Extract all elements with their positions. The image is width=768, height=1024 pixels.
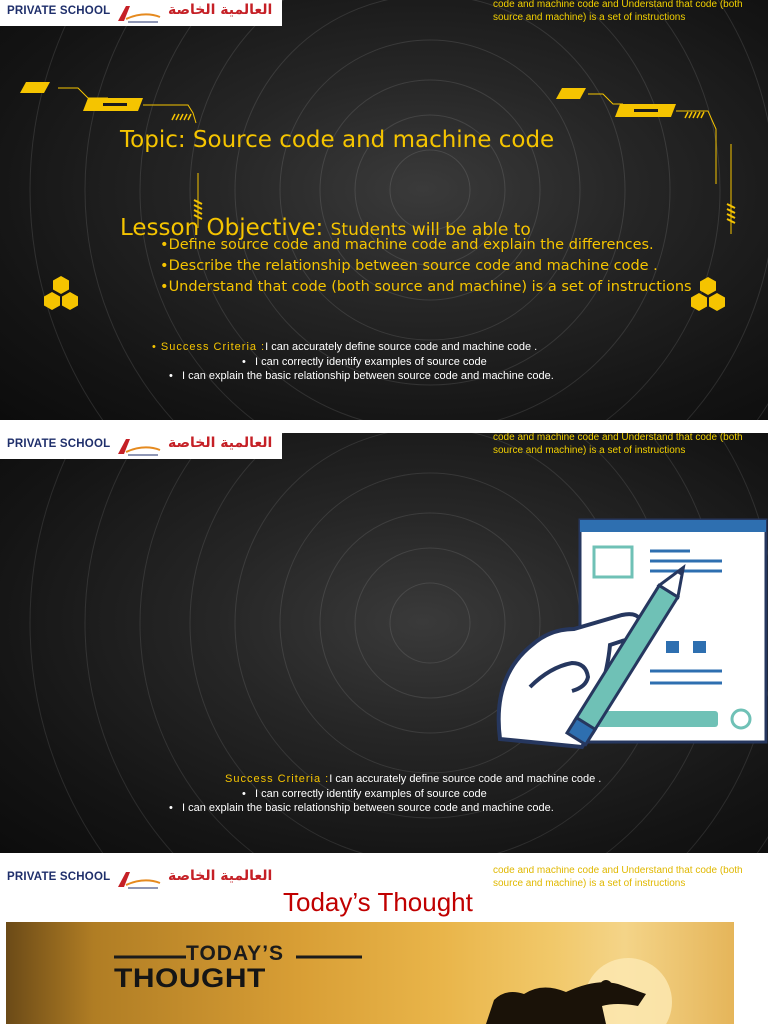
school-emblem-icon: [116, 869, 162, 889]
school-logo: [0, 0, 282, 26]
slide-2: [0, 433, 768, 853]
lesson-objective-label: Lesson Objective:: [120, 215, 324, 241]
circuit-decoration-right: [548, 84, 748, 234]
objective-item: •Describe the relationship between source code and machine code .: [160, 258, 658, 274]
school-name-arabic: العالمية الخاصة: [168, 435, 273, 451]
todays-thought-title: Today’s Thought: [283, 887, 473, 917]
school-name-arabic: العالمية الخاصة: [168, 2, 273, 18]
slide-1: [0, 0, 768, 420]
school-name: PRIVATE SCHOOL: [7, 438, 111, 450]
school-logo: [0, 433, 282, 459]
success-criteria-item: • I can correctly identify examples of source code: [242, 788, 487, 800]
circuit-decoration-left: [18, 78, 218, 228]
school-emblem-icon: [116, 3, 162, 23]
todays-thought-image-line-1: TODAY’S: [186, 942, 285, 965]
school-name: PRIVATE SCHOOL: [7, 5, 111, 17]
lesson-objective-subtitle: Students will be able to: [330, 220, 531, 240]
objectives-list: [160, 235, 692, 298]
success-criteria-item: • I can explain the basic relationship between source code and machine code.: [169, 802, 554, 814]
success-criteria-item: • I can explain the basic relationship between source code and machine code.: [169, 370, 554, 382]
success-criteria-label: Success Criteria :: [160, 341, 266, 353]
success-criteria-line-1: Success Criteria :I can accurately define source code and machine code .: [225, 773, 602, 785]
school-emblem-icon: [116, 436, 162, 456]
header-lesson-text: code and machine code and Understand that code (both source and machine) is a set of instructions: [493, 0, 743, 23]
topic-title: Topic: Source code and machine code: [120, 127, 555, 153]
success-criteria-label: Success Criteria :: [225, 773, 330, 785]
header-lesson-text: code and machine code and Understand that code (both source and machine) is a set of instructions: [493, 433, 743, 456]
success-criteria-line-1: • Success Criteria :I can accurately define source code and machine code .: [152, 341, 538, 353]
hexagon-cluster-icon-right: [689, 276, 727, 314]
hexagon-cluster-icon-left: [42, 275, 80, 313]
todays-thought-image: [6, 922, 734, 1024]
objective-item: •Define source code and machine code and explain the differences.: [160, 237, 654, 253]
school-logo: [0, 866, 282, 892]
todays-thought-image-line-2: THOUGHT: [114, 963, 266, 994]
school-name: PRIVATE SCHOOL: [7, 871, 111, 883]
objective-item: •Understand that code (both source and machine) is a set of instructions: [160, 279, 692, 295]
school-name-arabic: العالمية الخاصة: [168, 868, 273, 884]
tablet-pencil-illustration: [490, 517, 768, 767]
header-lesson-text: code and machine code and Understand that code (both source and machine) is a set of instructions: [493, 866, 743, 889]
success-criteria-item: • I can correctly identify examples of source code: [242, 356, 487, 368]
